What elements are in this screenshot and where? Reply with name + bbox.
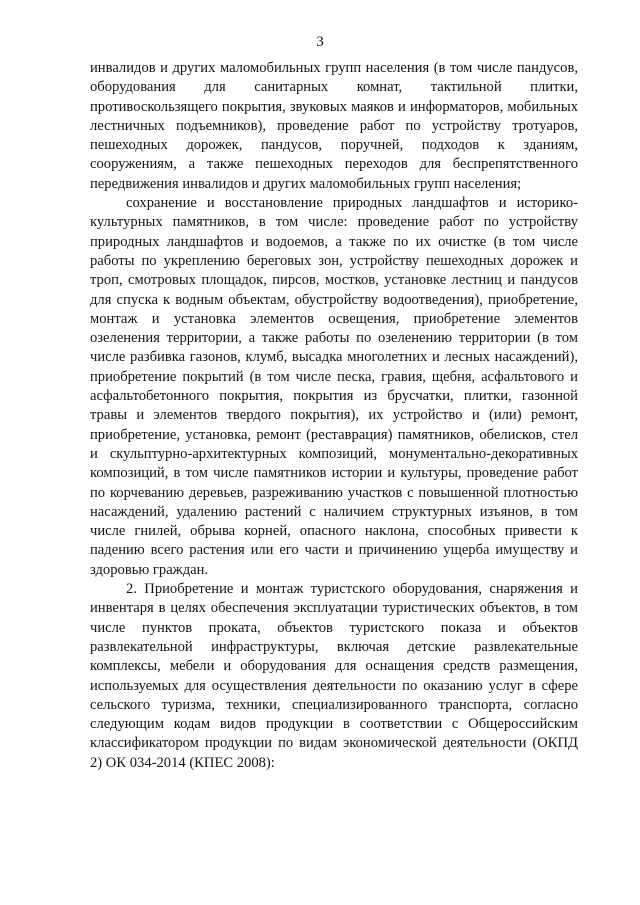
paragraph-landscape-preservation: сохранение и восстановление природных ландшафтов и историко-культурных памятников, в том числе: проведение работ по устройству природных ландшафтов и водоемов, а также по их очистке (в том числе работы по укреплению береговых зон, устройству пешеходных дорожек и троп, смотровых площадок, пирсов, мостков, установке лестниц и пандусов для спуска к водным объектам, обустройству водоотведения), приобретение, монтаж и установка элементов освещения, приобретение элементов озеленения территории, а также работы по озеленению территории (в том числе разбивка газонов, клумб, высадка многолетних и лесных насаждений), приобретение покрытий (в том числе песка, гравия, щебня, асфальтового и асфальтобетонного покрытия, покрытия из брусчатки, плитки, газонной травы и элементов твердого покрытия), их устройство и (или) ремонт, приобретение, установка, ремонт (реставрация) памятников, обелисков, стел и скульптурно-архитектурных композиций, монументально-декоративных композиций, в том числе памятников истории и культуры, проведение работ по корчеванию деревьев, разреживанию участков с повышенной плотностью насаждений, удалению растений с наличием структурных изъянов, в том числе гнилей, обрыва корней, опасного наклона, способных привести к падению всего растения или его части и причинению ущерба имуществу и здоровью граждан.	[90, 195, 578, 578]
page-number: 3	[316, 34, 324, 50]
paragraph-tourist-equipment: 2. Приобретение и монтаж туристского оборудования, снаряжения и инвентаря в целях обеспечения эксплуатации туристических объектов, в том числе пунктов проката, объектов туристского показа и объектов развлекательной инфраструктуры, включая детские развлекательные комплексы, мебели и оборудования для оснащения средств размещения, используемых для осуществления деятельности по оказанию услуг в сфере сельского туризма, техники, специализированного транспорта, согласно следующим кодам видов продукции в соответствии с Общероссийским классификатором продукции по видам экономической деятельности (ОКПД 2) ОК 034-2014 (КПЕС 2008):	[90, 581, 578, 771]
paragraph-accessibility-continuation: инвалидов и других маломобильных групп населения (в том числе пандусов, оборудования для санитарных комнат, тактильной плитки, противоскользящего покрытия, звуковых маяков и информаторов, мобильных лестничных подъемников), проведение работ по устройству тротуаров, пешеходных дорожек, пандусов, поручней, подходов к зданиям, сооружениям, а также пешеходных переходов для беспрепятственного передвижения инвалидов и других маломобильных групп населения;	[90, 60, 578, 192]
document-body	[90, 59, 578, 773]
